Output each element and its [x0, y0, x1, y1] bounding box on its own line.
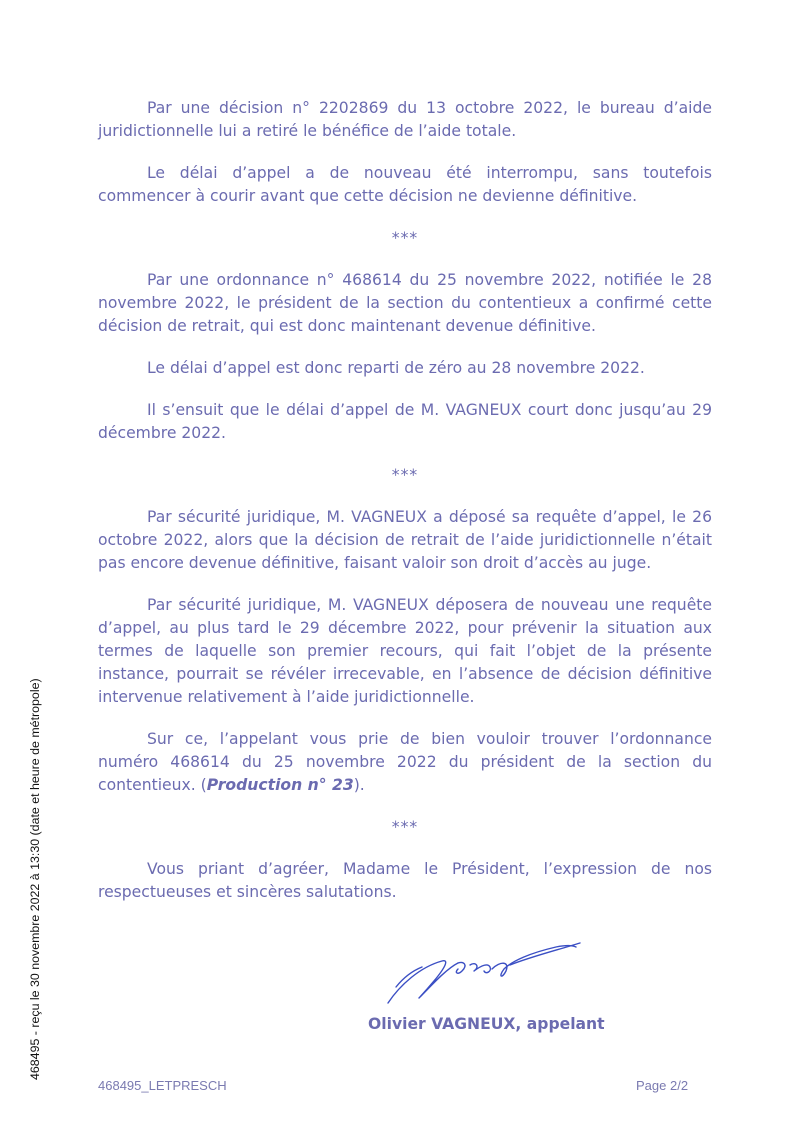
production-reference: Production n° 23 — [206, 776, 354, 794]
paragraph-delai-interrompu: Le délai d’appel a de nouveau été interrompu, sans toutefois commencer à courir avant que cette décision ne devienne définitive. — [98, 164, 712, 205]
footer-page-number: Page 2/2 — [636, 1078, 689, 1093]
reception-stamp: 468495 - reçu le 30 novembre 2022 à 13:30 (date et heure de métropole) — [28, 678, 42, 1080]
separator: *** — [391, 466, 419, 484]
signature-name: Olivier VAGNEUX, appelant — [368, 1015, 605, 1033]
paragraph-ordonnance: Par une ordonnance n° 468614 du 25 novembre 2022, notifiée le 28 novembre 2022, le président de la section du contentieux a confirmé cette décision de retrait, qui est donc maintenant devenue définitive. — [98, 271, 712, 335]
production-close: ). — [353, 776, 365, 794]
production-intro: Sur ce, l’appelant vous prie de bien vouloir trouver l’ordonnance numéro 468614 du 25 novembre 2022 du président de la section du contentieux. ( — [98, 730, 712, 794]
separator: *** — [391, 818, 419, 836]
separator: *** — [391, 229, 419, 247]
paragraph-salutations: Vous priant d’agréer, Madame le Président, l’expression de nos respectueuses et sincères salutations. — [98, 860, 712, 901]
signature — [360, 925, 620, 1020]
paragraph-requete-deposee: Par sécurité juridique, M. VAGNEUX a déposé sa requête d’appel, le 26 octobre 2022, alors que la décision de retrait de l’aide juridictionnelle n’était pas encore devenue définitive, faisant valoir son droit d’accès au juge. — [98, 508, 712, 572]
paragraph-delai-reparti: Le délai d’appel est donc reparti de zéro au 28 novembre 2022. — [147, 359, 645, 377]
paragraph-nouvelle-requete: Par sécurité juridique, M. VAGNEUX déposera de nouveau une requête d’appel, au plus tard le 29 décembre 2022, pour prévenir la situation aux termes de laquelle son premier recours, qui fait l’objet de la présente instance, pourrait se révéler irrecevable, en l’absence de décision définitive intervenue relativement à l’aide juridictionnelle. — [98, 596, 712, 706]
signature-scribble-icon — [360, 925, 620, 1020]
letter-body — [98, 97, 712, 923]
paragraph-delai-court: Il s’ensuit que le délai d’appel de M. VAGNEUX court donc jusqu’au 29 décembre 2022. — [98, 401, 712, 442]
footer-reference: 468495_LETPRESCH — [98, 1078, 227, 1093]
paragraph-production — [98, 728, 712, 797]
paragraph-decision-retrait: Par une décision n° 2202869 du 13 octobre 2022, le bureau d’aide juridictionnelle lui a retiré le bénéfice de l’aide totale. — [98, 99, 712, 140]
